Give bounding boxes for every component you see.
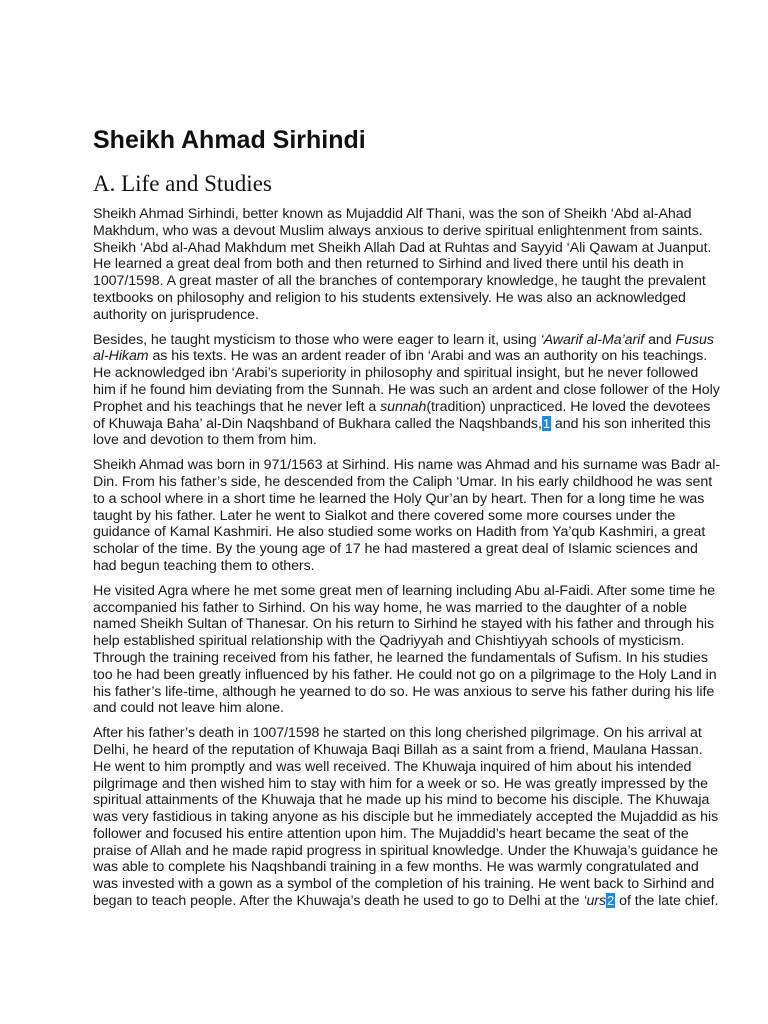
paragraph-2-text: as his texts. He was an ardent reader of ibn ‘Arabi and was an authority on his teachings. He acknowledged ibn ‘Arabi’s superiority in philosophy and spiritual insight, but he never followed him if he found him deviating from the Sunnah. He was such an ardent and close follower of the Holy Prophet and his teachings that he never left a [93, 348, 720, 415]
paragraph-1: Sheikh Ahmad Sirhindi, better known as Mujaddid Alf Thani, was the son of Sheikh ‘Abd al-Ahad Makhdum, who was a devout Muslim always anxious to derive spiritual enlightenment from saints. Sheikh ‘Abd al-Ahad Makhdum met Sheikh Allah Dad at Ruhtas and Sayyid ‘Ali Qawam at Juanput. He learned a great deal from both and then returned to Sirhind and lived there until his death in 1007/1598. A great master of all the branches of contemporary knowledge, he taught the prevalent textbooks on philosophy and religion to his students extensively. He was also an acknowledged authority on jurisprudence. [93, 206, 712, 323]
paragraph-2-text: and his son inherited this love and devotion to them from him. [93, 415, 711, 449]
section-heading: A. Life and Studies [93, 171, 272, 196]
paragraph-2-text: (tradition) unpracticed. He loved the devotees of Khuwaja Baha’ al-Din Naqshband of Bukhara called the Naqshbands, [93, 398, 711, 432]
page-title: Sheikh Ahmad Sirhindi [93, 126, 366, 154]
footnote-link-1[interactable]: 1 [542, 415, 551, 431]
italic-term-urs: ‘urs [583, 893, 607, 910]
italic-term-sunnah: sunnah [380, 398, 427, 415]
paragraph-2-text: Besides, he taught mysticism to those who were eager to learn it, using [93, 331, 541, 348]
paragraph-4: He visited Agra where he met some great men of learning including Abu al-Faidi. After some time he accompanied his father to Sirhind. On his way home, he was married to the daughter of a noble named Sheikh Sultan of Thanesar. On his return to Sirhind he stayed with his father and through his help established spiritual relationship with the Qadriyyah and Chishtiyyah schools of mysticism. Through the training received from his father, he learned the fundamentals of Sufism. In his studies too he had been greatly influenced by his father. He could not go on a pilgrimage to the Holy Land in his father’s life-time, although he yearned to do so. He was anxious to serve his father during his life and could not leave him alone. [93, 582, 717, 717]
paragraph-5-text: of the late chief. [615, 893, 719, 910]
paragraph-3: Sheikh Ahmad was born in 971/1563 at Sirhind. His name was Ahmad and his surname was Badr al-Din. From his father’s side, he descended from the Caliph ‘Umar. In his early childhood he was sent to a school where in a short time he learned the Holy Qur’an by heart. Then for a long time he was taught by his father. Later he went to Sialkot and there covered some more courses under the guidance of Kamal Kashmiri. He also studied some works on Hadith from Ya’qub Kashmiri, a great scholar of the time. By the young age of 17 he had mastered a great deal of Islamic sciences and had begun teaching them to others. [93, 457, 721, 574]
document-page [93, 124, 721, 918]
italic-title-awarif: ‘Awarif al-Ma’arif [540, 331, 645, 348]
paragraph-2 [93, 332, 721, 450]
italic-title-fusus: Fusus al-Hikam [93, 331, 714, 365]
paragraph-5 [93, 725, 721, 910]
paragraph-5-text: After his father’s death in 1007/1598 he started on this long cherished pilgrimage. On his arrival at Delhi, he heard of the reputation of Khuwaja Baqi Billah as a saint from a friend, Maulana Hassan. He went to him promptly and was well received. The Khuwaja inquired of him about his intended pilgrimage and then wished him to stay with him for a week or so. He was greatly impressed by the spiritual attainments of the Khuwaja that he made up his mind to become his disciple. The Khuwaja was very fastidious in taking anyone as his disciple but he immediately accepted the Mujaddid as his follower and focused his entire attention upon him. The Mujaddid’s heart became the seat of the praise of Allah and he made rapid progress in spiritual knowledge. Under the Khuwaja’s guidance he was able to complete his Naqshbandi training in a few months. He was warmly congratulated and was invested with a gown as a symbol of the completion of his training. He went back to Sirhind and began to teach people. After the Khuwaja’s death he used to go to Delhi at the [93, 725, 719, 910]
paragraph-2-text: and [644, 331, 676, 348]
footnote-link-2[interactable]: 2 [607, 893, 615, 909]
